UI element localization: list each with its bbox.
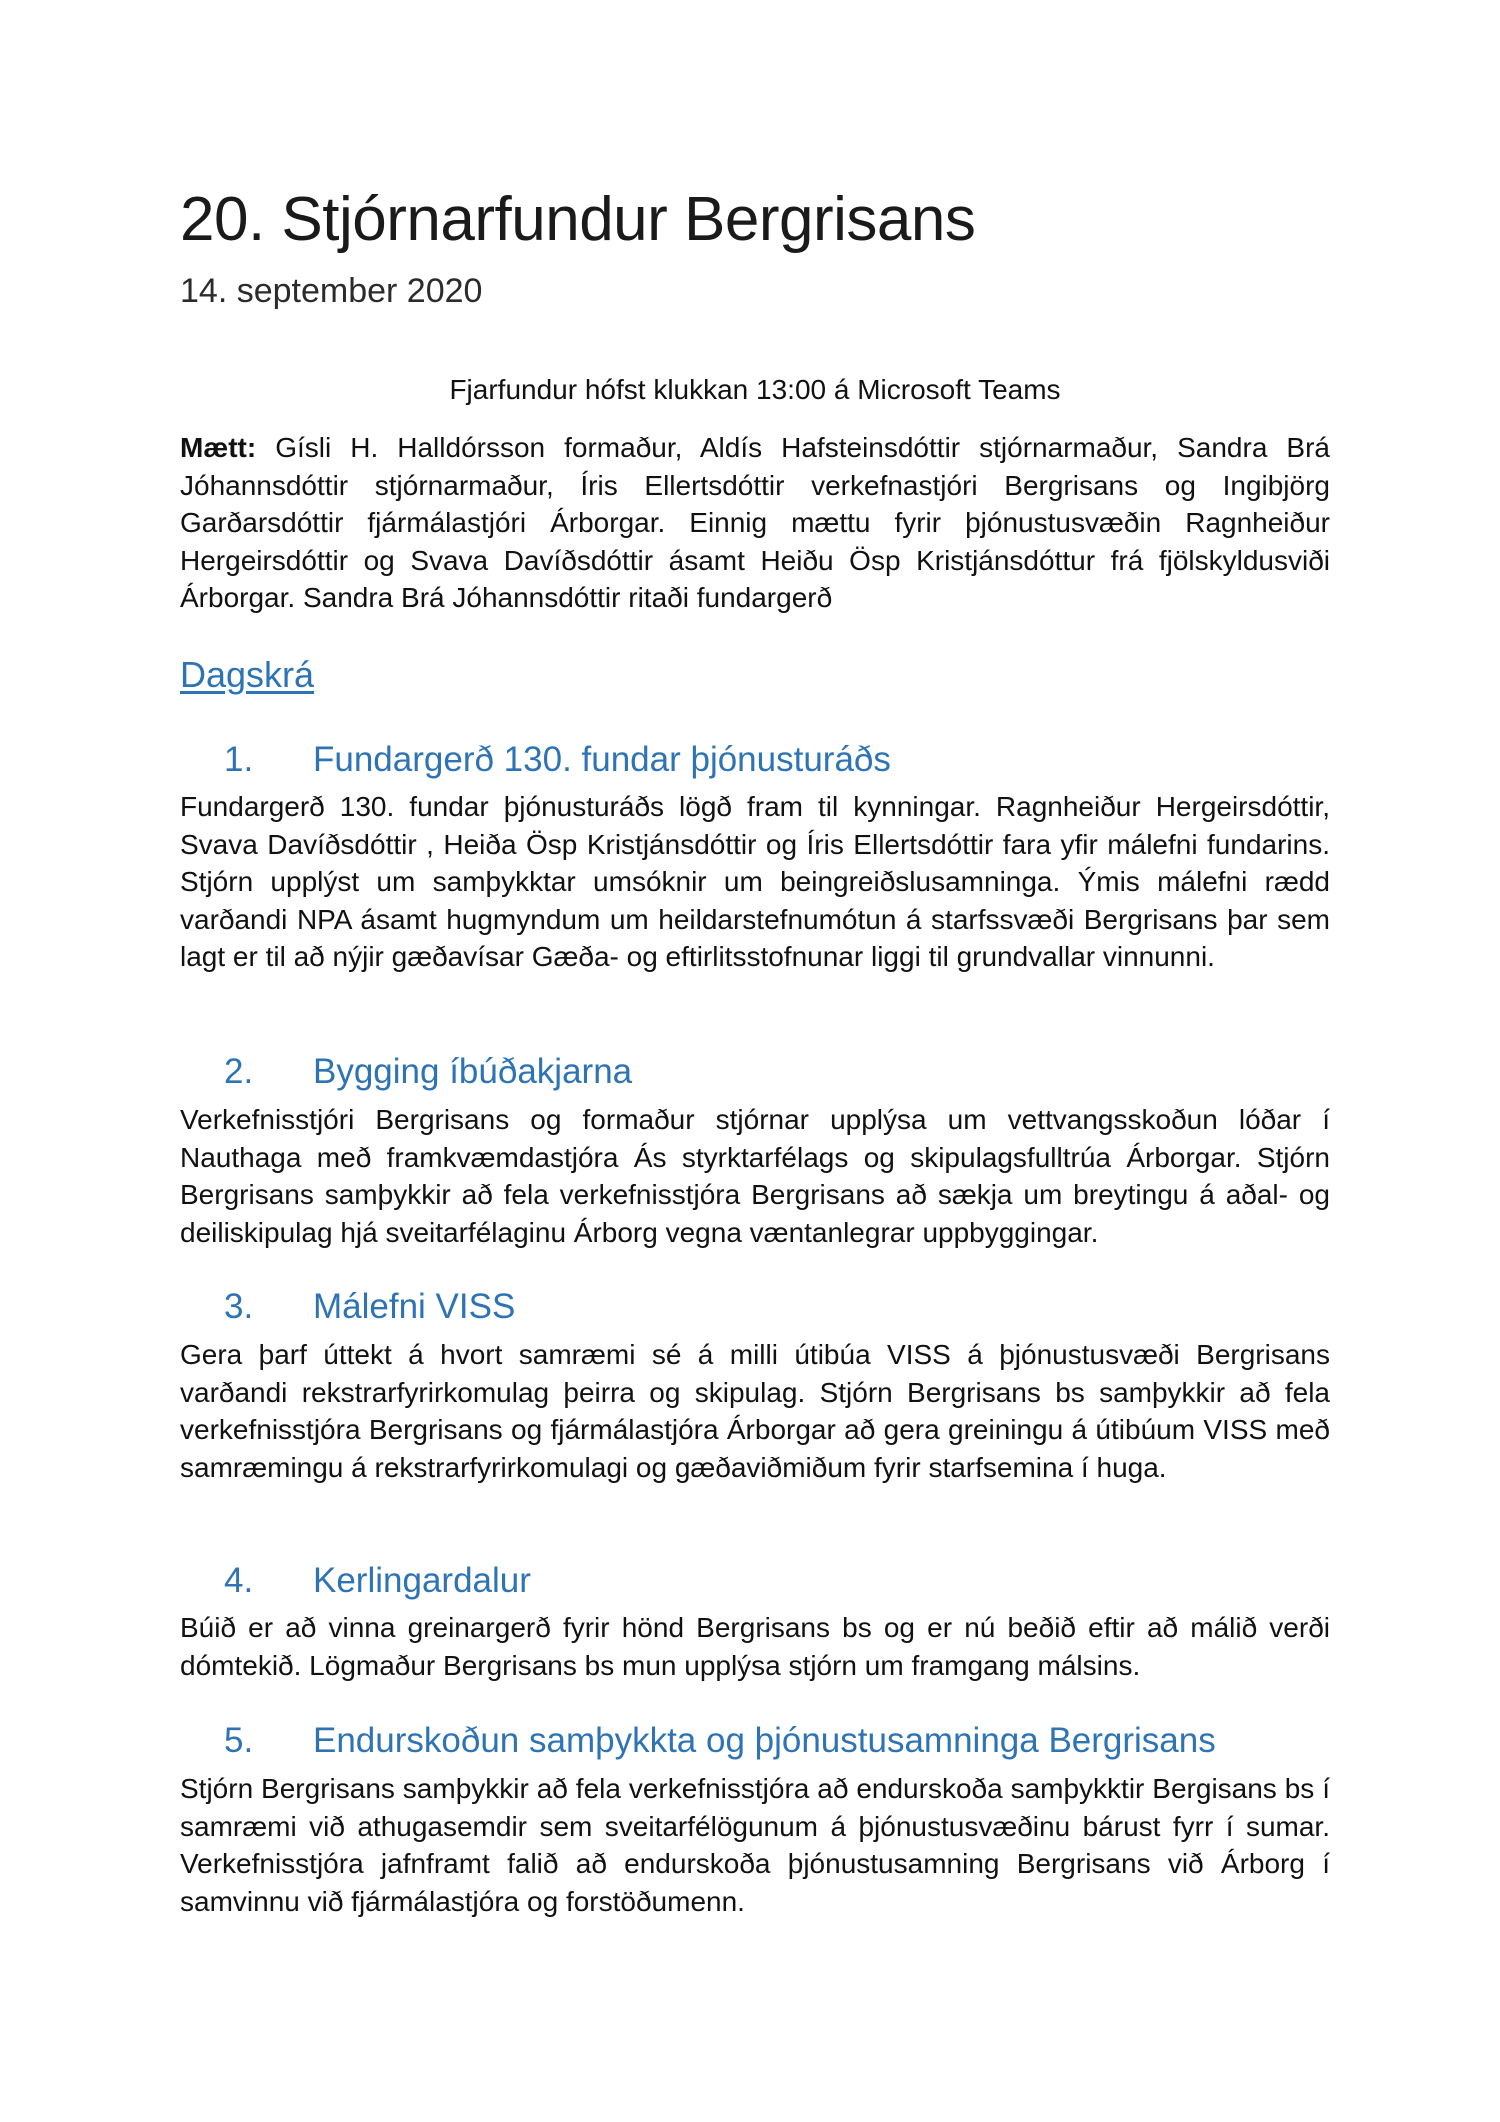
attendees-text: Gísli H. Halldórsson formaður, Aldís Hafsteinsdóttir stjórnarmaður, Sandra Brá Jóhannsdóttir stjórnarmaður, Íris Ellertsdóttir verkefnastjóri Bergrisans og Ingibjörg Garðarsdóttir fjármálastjóri Árborgar. Einnig mættu fyrir þjónustusvæðin Ragnheiður Hergeirsdóttir og Svava Davíðsdóttir ásamt Heiðu Ösp Kristjánsdóttur frá fjölskyldusviði Árborgar. Sandra Brá Jóhannsdóttir ritaði fundargerð bbox=[180, 432, 1330, 613]
agenda-item-title: Bygging íbúðakjarna bbox=[313, 1052, 633, 1091]
agenda-item-heading bbox=[224, 740, 891, 780]
agenda-item-number: 4. bbox=[224, 1561, 254, 1600]
agenda-item-text: Fundargerð 130. fundar þjónusturáðs lögð fram til kynningar. Ragnheiður Hergeirsdóttir, Svava Davíðsdóttir , Heiða Ösp Kristjánsdóttir og Íris Ellertsdóttir fara yfir málefni fundarins. Stjórn upplýst um samþykktar umsóknir um beingreiðslusamninga. Ýmis málefni rædd varðandi NPA ásamt hugmyndum um heildarstefnumótun á starfssvæði Bergrisans þar sem lagt er til að nýjir gæðavísar Gæða- og eftirlitsstofnunar liggi til grundvallar vinnunni. bbox=[180, 791, 1330, 972]
agenda-item-title: Fundargerð 130. fundar þjónusturáðs bbox=[313, 740, 891, 779]
agenda-item-number: 5. bbox=[224, 1721, 254, 1760]
agenda-item-text: Verkefnisstjóri Bergrisans og formaður stjórnar upplýsa um vettvangsskoðun lóðar í Nauthaga með framkvæmdastjóra Ás styrktarfélags og skipulagsfulltrúa Árborgar. Stjórn Bergrisans samþykkir að fela verkefnisstjóra Bergrisans að sækja um breytingu á aðal- og deiliskipulag hjá sveitarfélaginu Árborg vegna væntanlegrar uppbyggingar. bbox=[180, 1104, 1330, 1248]
agenda-item-text: Búið er að vinna greinargerð fyrir hönd Bergrisans bs og er nú beðið eftir að málið verði dómtekið. Lögmaður Bergrisans bs mun upplýsa stjórn um framgang málsins. bbox=[180, 1612, 1330, 1681]
meeting-intro: Fjarfundur hófst klukkan 13:00 á Microsoft Teams bbox=[449, 374, 1061, 405]
meeting-date: 14. september 2020 bbox=[180, 272, 483, 310]
agenda-item-heading bbox=[224, 1052, 632, 1092]
agenda-item-heading bbox=[224, 1561, 531, 1601]
agenda-item-title: Kerlingardalur bbox=[313, 1561, 531, 1600]
attendees-paragraph bbox=[180, 429, 1330, 617]
agenda-item-text: Stjórn Bergrisans samþykkir að fela verkefnisstjóra að endurskoða samþykktir Bergisans bs í samræmi við athugasemdir sem sveitarfélögunum á þjónustusvæðinu bárust fyrr í sumar. Verkefnisstjóra jafnframt falið að endurskoða þjónustusamning Bergrisans við Árborg í samvinnu við fjármálastjóra og forstöðumenn. bbox=[180, 1773, 1330, 1917]
agenda-item-title: Málefni VISS bbox=[313, 1287, 516, 1326]
agenda-item-text: Gera þarf úttekt á hvort samræmi sé á milli útibúa VISS á þjónustusvæði Bergrisans varðandi rekstrarfyrirkomulag þeirra og skipulag. Stjórn Bergrisans bs samþykkir að fela verkefnisstjóra Bergrisans og fjármálastjóra Árborgar að gera greiningu á útibúum VISS með samræmingu á rekstrarfyrirkomulagi og gæðaviðmiðum fyrir starfsemina í huga. bbox=[180, 1339, 1330, 1483]
agenda-heading: Dagskrá bbox=[180, 654, 315, 695]
agenda-item-heading bbox=[224, 1721, 1216, 1761]
agenda-item-number: 3. bbox=[224, 1287, 254, 1326]
attendees-label: Mætt: bbox=[180, 432, 257, 463]
agenda-item-title: Endurskoðun samþykkta og þjónustusamninga Bergrisans bbox=[313, 1721, 1216, 1760]
agenda-item-number: 1. bbox=[224, 740, 254, 779]
document-title: 20. Stjórnarfundur Bergrisans bbox=[180, 185, 976, 254]
agenda-item-number: 2. bbox=[224, 1052, 254, 1091]
agenda-item-heading bbox=[224, 1287, 515, 1327]
